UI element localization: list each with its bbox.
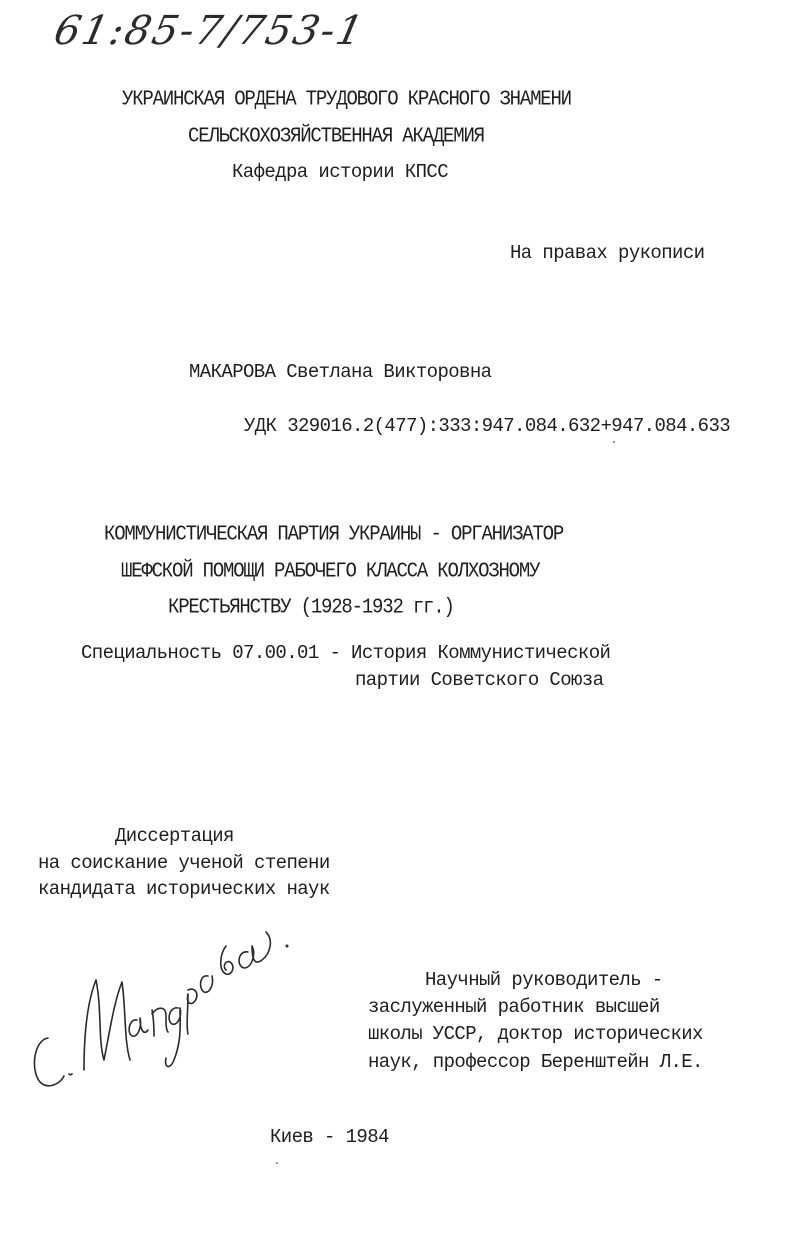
supervisor-line3: школы УССР, доктор исторических bbox=[368, 1023, 703, 1045]
supervisor-line4: наук, профессор Беренштейн Л.Е. bbox=[368, 1051, 703, 1073]
scan-speck bbox=[276, 1162, 278, 1164]
manuscript-rights-note: На правах рукописи bbox=[510, 242, 705, 264]
dissertation-title-line3: КРЕСТЬЯНСТВУ (1928-1932 гг.) bbox=[168, 594, 454, 620]
dissertation-label: Диссертация bbox=[115, 825, 234, 847]
specialty-line2: партии Советского Союза bbox=[355, 669, 604, 691]
supervisor-line2: заслуженный работник высшей bbox=[368, 996, 660, 1018]
degree-line2: кандидата исторических наук bbox=[38, 878, 330, 900]
dissertation-title-line2: ШЕФСКОЙ ПОМОЩИ РАБОЧЕГО КЛАССА КОЛХОЗНОМУ bbox=[121, 558, 540, 584]
author-name: МАКАРОВА Светлана Викторовна bbox=[189, 361, 492, 383]
supervisor-line1: Научный руководитель - bbox=[425, 969, 663, 991]
degree-line1: на соискание ученой степени bbox=[38, 852, 330, 874]
city-year: Киев - 1984 bbox=[270, 1126, 389, 1148]
udc-code: УДК 329016.2(477):333:947.084.632+947.084.633 bbox=[244, 415, 731, 437]
author-signature bbox=[22, 910, 302, 1100]
institution-name-line1: УКРАИНСКАЯ ОРДЕНА ТРУДОВОГО КРАСНОГО ЗНАМЕНИ bbox=[122, 86, 571, 112]
specialty-line1: Специальность 07.00.01 - История Коммунистической bbox=[81, 642, 611, 664]
scan-speck bbox=[613, 441, 615, 443]
dissertation-title-line1: КОММУНИСТИЧЕСКАЯ ПАРТИЯ УКРАИНЫ - ОРГАНИЗАТОР bbox=[104, 521, 564, 547]
institution-name-line2: СЕЛЬСКОХОЗЯЙСТВЕННАЯ АКАДЕМИЯ bbox=[188, 123, 484, 149]
department-name: Кафедра истории КПСС bbox=[232, 161, 449, 183]
handwritten-archive-code: 61:85-7/753-1 bbox=[50, 8, 369, 54]
